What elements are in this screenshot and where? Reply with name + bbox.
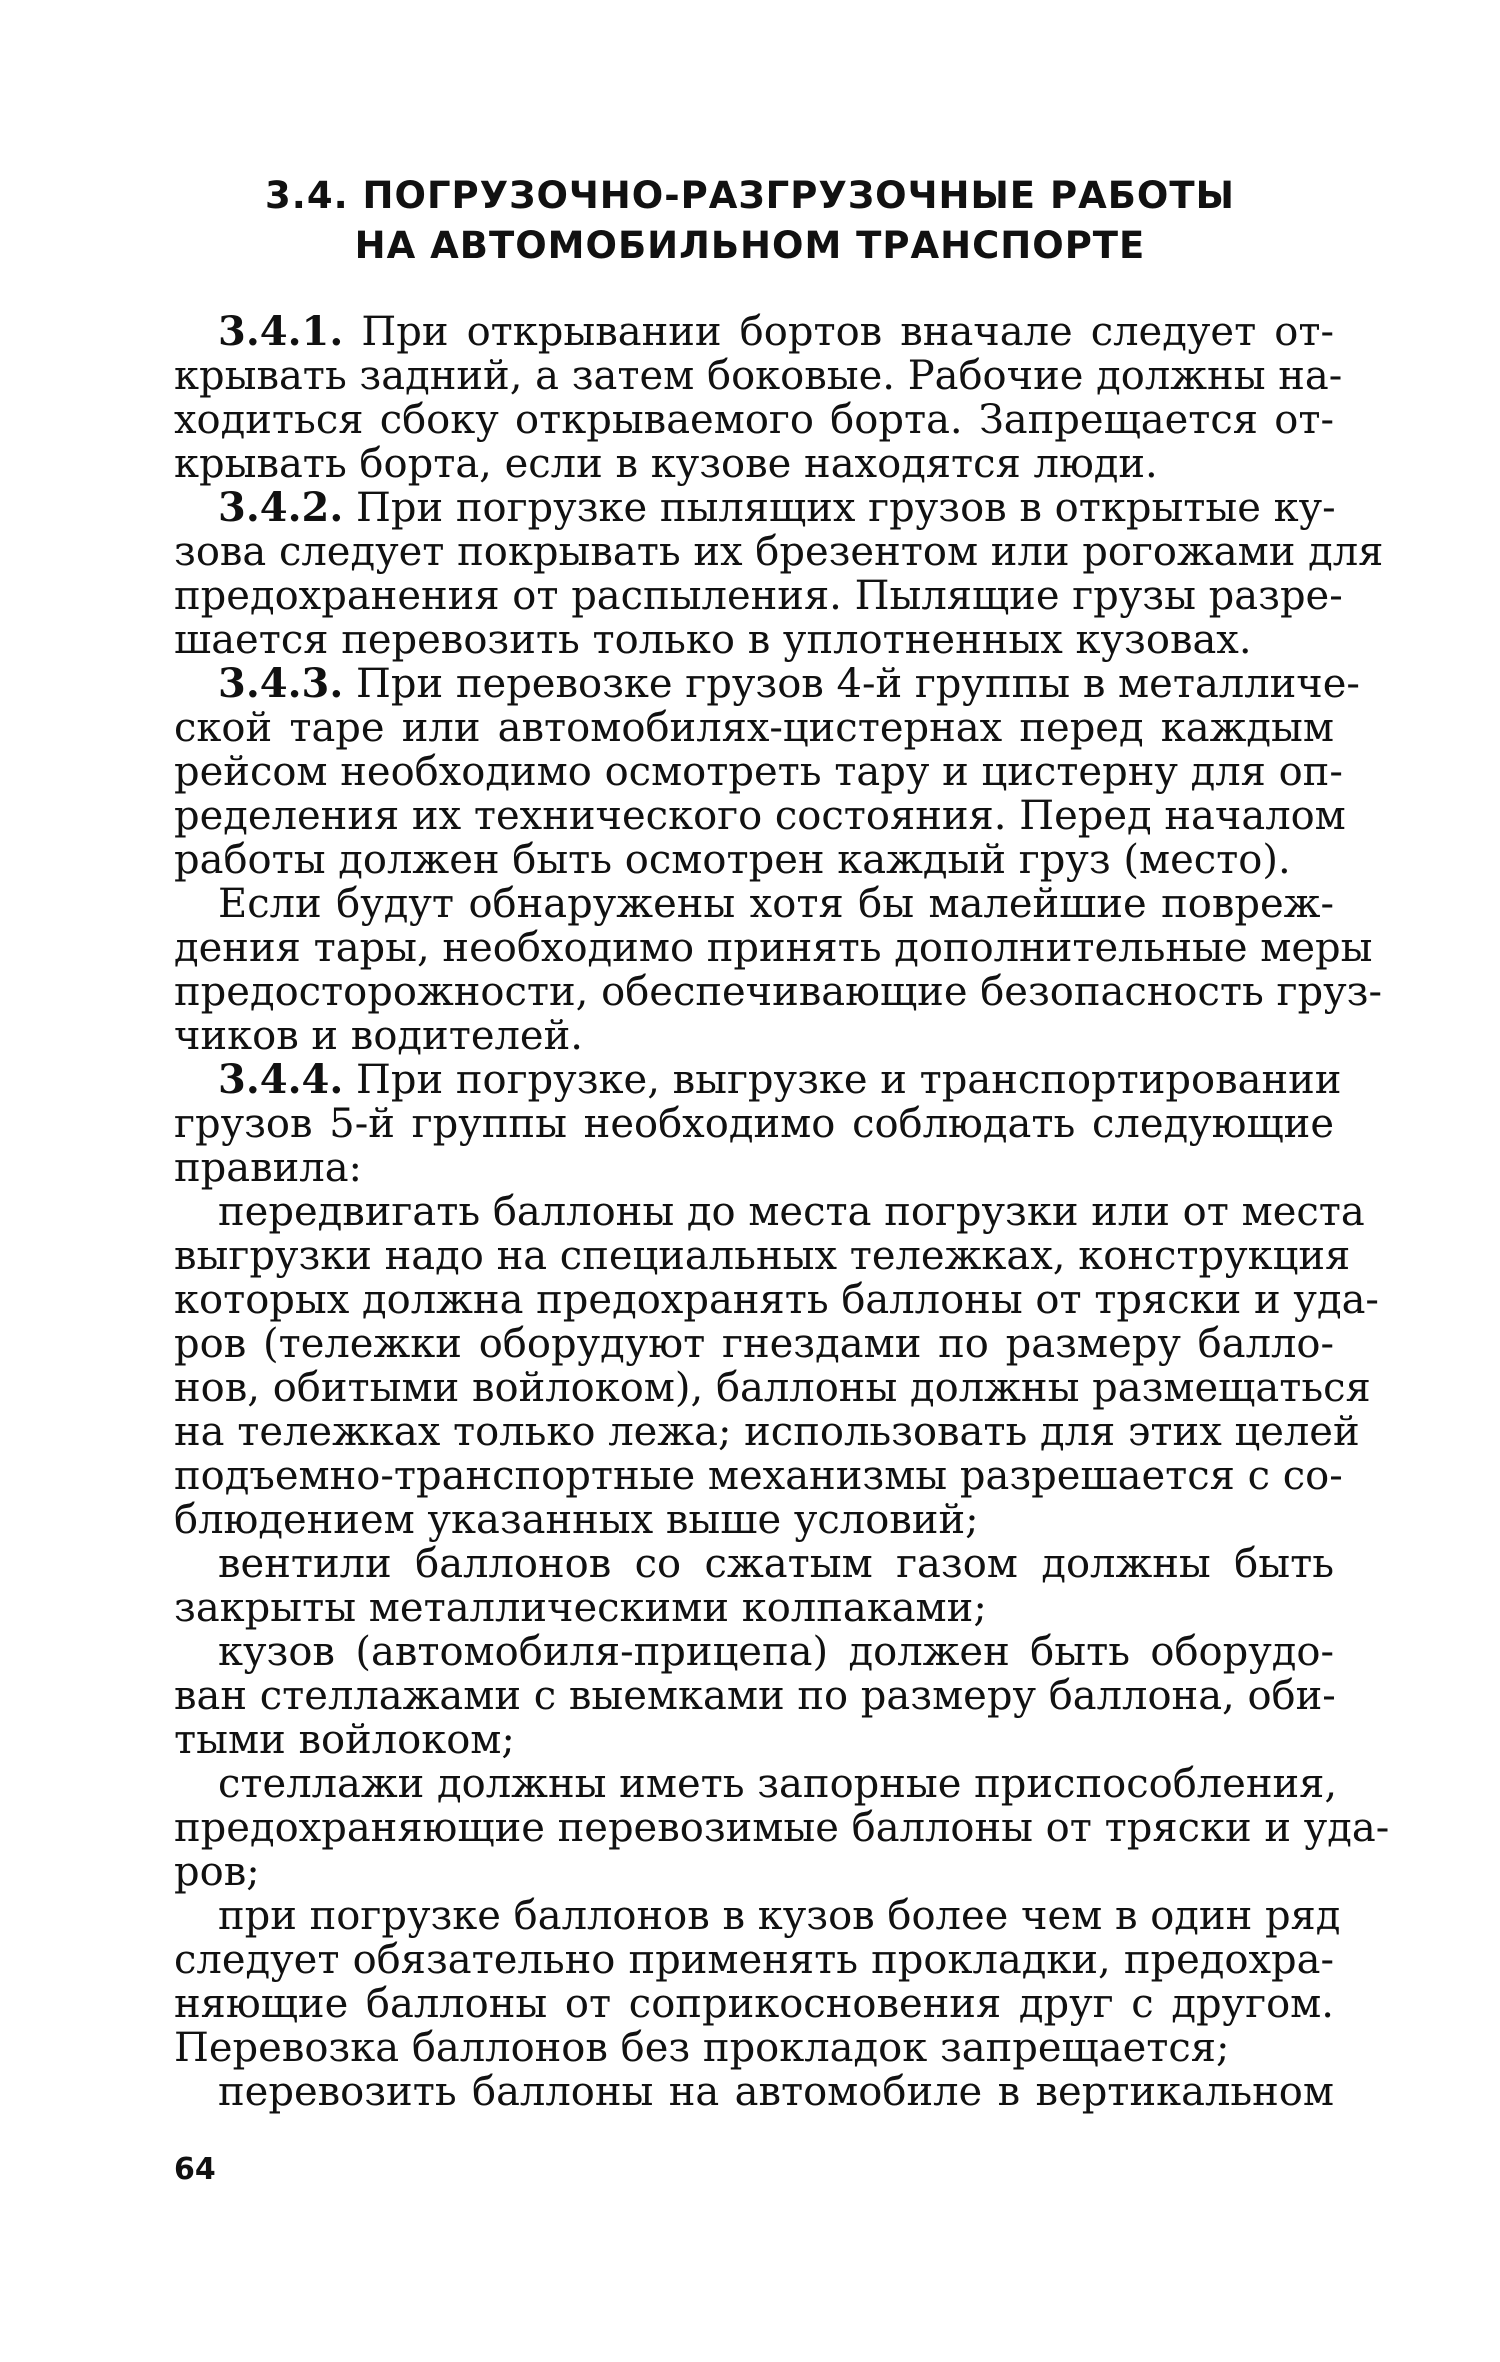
text-line: выгрузки надо на специальных тележках, конструкция xyxy=(174,1233,1351,1279)
text-line: предосторожности, обеспечивающие безопасность груз- xyxy=(174,969,1382,1015)
text-line: рейсом необходимо осмотреть тару и цистерну для оп- xyxy=(174,749,1343,795)
clause-number: 3.4.4. xyxy=(218,1056,344,1103)
section-title-line-2: НА АВТОМОБИЛЬНОМ ТРАНСПОРТЕ xyxy=(354,224,1146,267)
text-line: 3.4.2. При погрузке пылящих грузов в открытые ку- xyxy=(218,484,1336,531)
text-line: ределения их технического состояния. Перед началом xyxy=(174,793,1346,839)
text-line: ров; xyxy=(174,1849,260,1895)
text-line: шается перевозить только в уплотненных кузовах. xyxy=(174,617,1252,663)
text-line: 3.4.1. При открывании бортов вначале следует от- xyxy=(218,308,1334,355)
text-line: 3.4.3. При перевозке грузов 4-й группы в металличе- xyxy=(218,660,1360,707)
text-line: правила: xyxy=(174,1145,363,1191)
text-line: при погрузке баллонов в кузов более чем в один ряд xyxy=(218,1893,1341,1939)
text-line: работы должен быть осмотрен каждый груз (место). xyxy=(174,837,1291,883)
text-line: Перевозка баллонов без прокладок запрещается; xyxy=(174,2025,1230,2071)
text-line: ров (тележки оборудуют гнездами по размеру балло- xyxy=(174,1321,1334,1367)
text-line: стеллажи должны иметь запорные приспособления, xyxy=(218,1761,1338,1807)
text-line: дения тары, необходимо принять дополнительные меры xyxy=(174,925,1373,971)
page-number: 64 xyxy=(174,2152,216,2187)
text-line: закрыты металлическими колпаками; xyxy=(174,1585,987,1631)
text-line: предохраняющие перевозимые баллоны от тряски и уда- xyxy=(174,1805,1390,1851)
clause-number: 3.4.3. xyxy=(218,660,344,707)
text-line: вентили баллонов со сжатым газом должны быть xyxy=(218,1541,1334,1587)
text-line: 3.4.4. При погрузке, выгрузке и транспортировании xyxy=(218,1056,1342,1103)
text-line: блюдением указанных выше условий; xyxy=(174,1497,979,1543)
text-line: кузов (автомобиля-прицепа) должен быть оборудо- xyxy=(218,1629,1334,1675)
text-line: подъемно-транспортные механизмы разрешается с со- xyxy=(174,1453,1343,1499)
clause-number: 3.4.1. xyxy=(218,308,344,355)
text-line: передвигать баллоны до места погрузки или от места xyxy=(218,1189,1365,1235)
text-line: няющие баллоны от соприкосновения друг с другом. xyxy=(174,1981,1334,2027)
text-line: предохранения от распыления. Пылящие грузы разре- xyxy=(174,573,1343,619)
clause-number: 3.4.2. xyxy=(218,484,344,531)
text-line: перевозить баллоны на автомобиле в вертикальном xyxy=(218,2069,1334,2115)
text-line: нов, обитыми войлоком), баллоны должны размещаться xyxy=(174,1365,1371,1411)
text-line: ходиться сбоку открываемого борта. Запрещается от- xyxy=(174,397,1334,443)
text-line: крывать задний, а затем боковые. Рабочие должны на- xyxy=(174,353,1343,399)
text-line: ской таре или автомобилях-цистернах перед каждым xyxy=(174,705,1334,751)
text-line: чиков и водителей. xyxy=(174,1013,583,1059)
text-line: Если будут обнаружены хотя бы малейшие повреж- xyxy=(218,881,1334,927)
text-line: тыми войлоком; xyxy=(174,1717,515,1763)
text-line: грузов 5-й группы необходимо соблюдать следующие xyxy=(174,1101,1334,1147)
text-line: крывать борта, если в кузове находятся люди. xyxy=(174,441,1158,487)
text-line: следует обязательно применять прокладки, предохра- xyxy=(174,1937,1334,1983)
text-line: ван стеллажами с выемками по размеру баллона, оби- xyxy=(174,1673,1336,1719)
section-title-line-1: 3.4. ПОГРУЗОЧНО-РАЗГРУЗОЧНЫЕ РАБОТЫ xyxy=(265,174,1235,217)
text-line: на тележках только лежа; использовать для этих целей xyxy=(174,1409,1360,1455)
text-line: которых должна предохранять баллоны от тряски и уда- xyxy=(174,1277,1379,1323)
text-line: зова следует покрывать их брезентом или рогожами для xyxy=(174,529,1384,575)
